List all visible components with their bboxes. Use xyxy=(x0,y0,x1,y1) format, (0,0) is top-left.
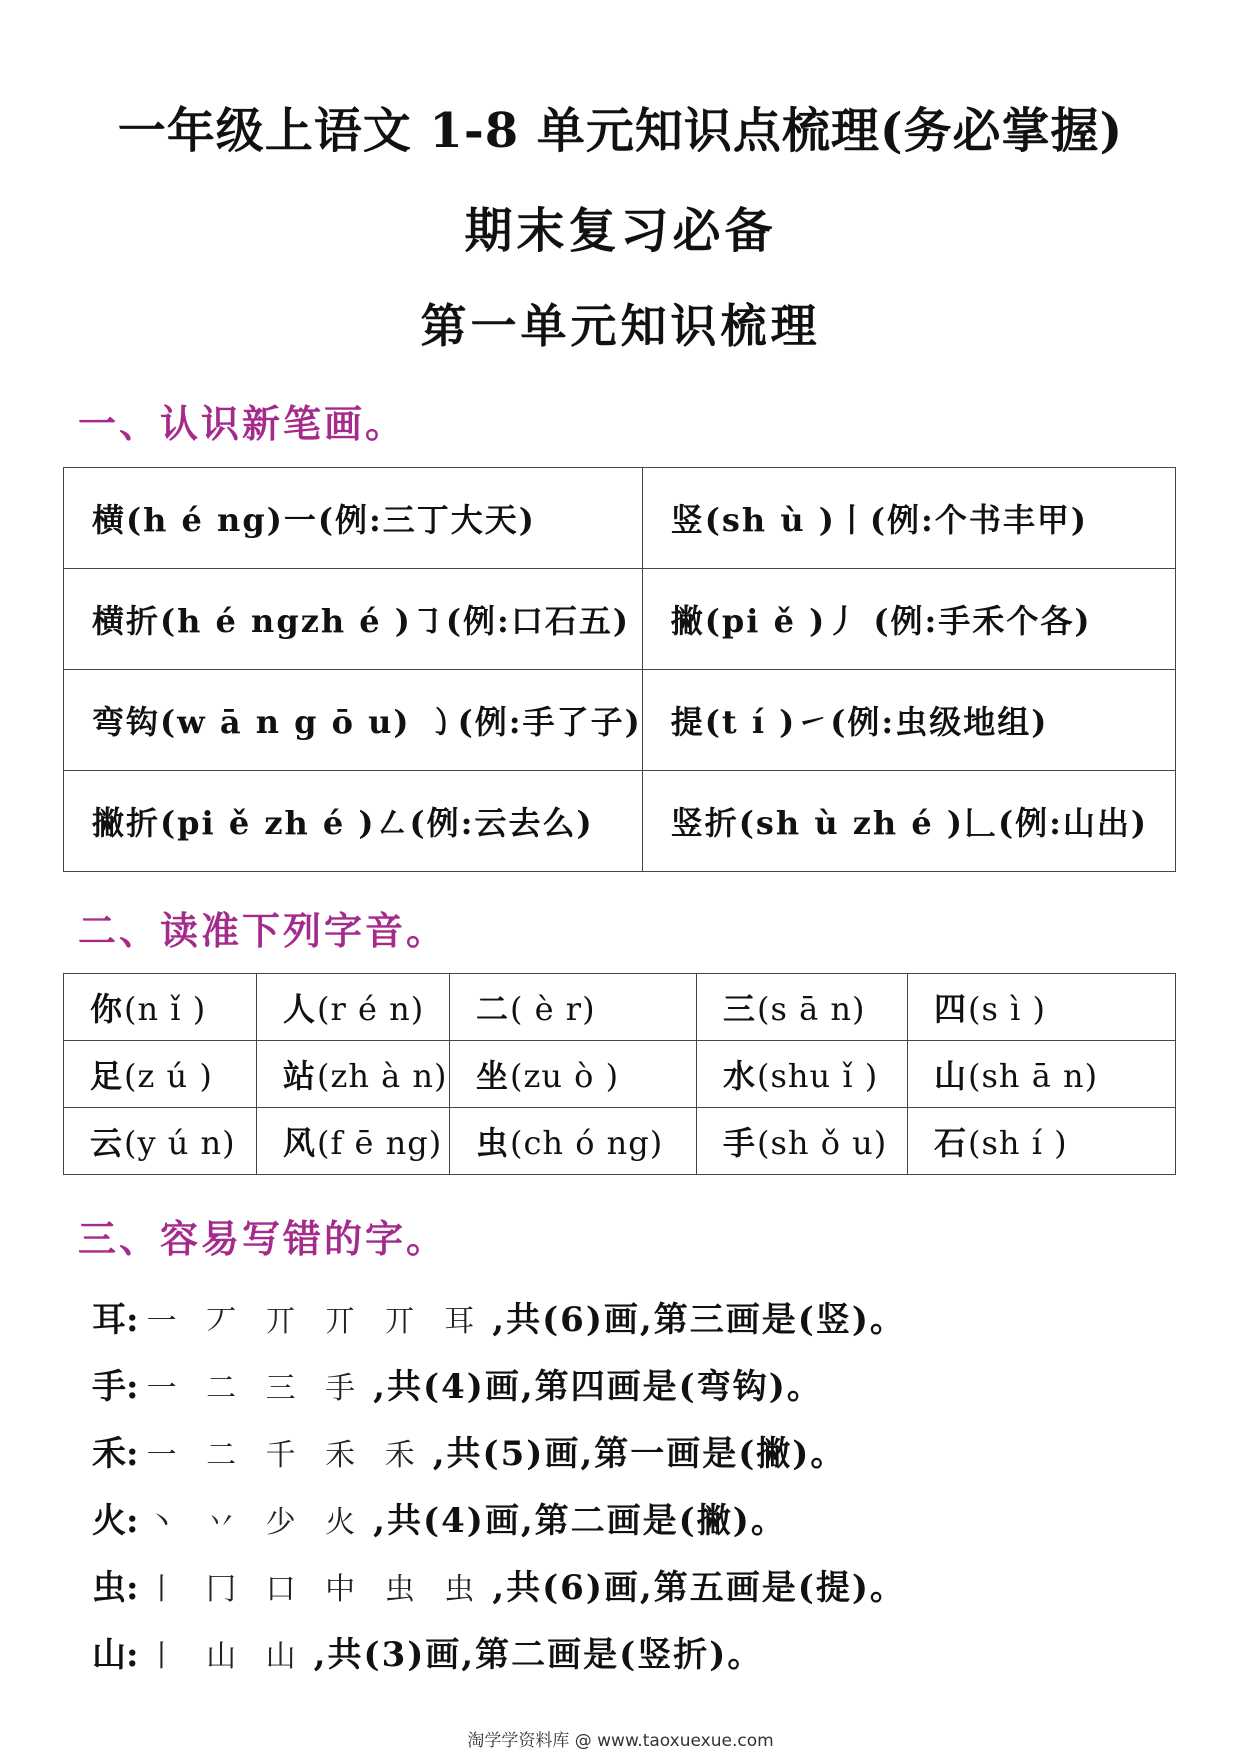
character: 虫 xyxy=(476,1124,511,1162)
pinyin-cell xyxy=(908,974,1176,1041)
mistake-line xyxy=(92,1359,823,1408)
stroke-order: 丶 丷 少 火 xyxy=(146,1505,366,1540)
table-row xyxy=(64,1108,1176,1175)
mistake-line xyxy=(92,1493,787,1542)
pinyin-cell xyxy=(257,974,450,1041)
table-row xyxy=(64,670,1176,771)
character: 三 xyxy=(723,990,758,1028)
table-row xyxy=(64,771,1176,872)
pinyin: (sh í ) xyxy=(968,1124,1068,1162)
stroke-order: 丨 山 山 xyxy=(146,1639,306,1674)
mistake-line xyxy=(92,1627,763,1676)
mistake-line xyxy=(92,1292,906,1341)
stroke-cell: 横(h é ng)一(例:三丁大天) xyxy=(64,468,643,569)
mistake-line xyxy=(92,1426,846,1475)
unit-title: 第一单元知识梳理 xyxy=(420,299,821,353)
pinyin-cell xyxy=(697,1041,908,1108)
pinyin: ( è r) xyxy=(510,990,596,1028)
character: 二 xyxy=(476,990,511,1028)
stroke-order: 一 二 千 禾 禾 xyxy=(146,1438,425,1473)
character: 山 xyxy=(934,1057,969,1095)
pinyin: (f ē ng) xyxy=(317,1124,443,1162)
table-row xyxy=(64,569,1176,670)
character: 水 xyxy=(723,1057,758,1095)
stroke-description: ,共(4)画,第四画是(弯钩)。 xyxy=(373,1367,823,1407)
pinyin-cell xyxy=(257,1108,450,1175)
character: 云 xyxy=(90,1124,125,1162)
table-row xyxy=(64,1041,1176,1108)
table-row xyxy=(64,468,1176,569)
stroke-cell: 撇(pi ě )丿 (例:手禾个各) xyxy=(642,569,1175,670)
pinyin: (ch ó ng) xyxy=(510,1124,664,1162)
target-character: 虫: xyxy=(92,1568,139,1608)
subtitle: 期末复习必备 xyxy=(464,203,777,259)
pinyin-cell xyxy=(450,974,697,1041)
stroke-cell: 竖(sh ù )丨(例:个书丰甲) xyxy=(642,468,1175,569)
stroke-cell: 横折(h é ngzh é )㇆(例:口石五) xyxy=(64,569,643,670)
pinyin: (z ú ) xyxy=(124,1057,213,1095)
pinyin: (zu ò ) xyxy=(510,1057,620,1095)
pinyin-cell xyxy=(908,1108,1176,1175)
stroke-cell: 提(t í )㇀(例:虫级地组) xyxy=(642,670,1175,771)
stroke-order: 一 丆 丌 丌 丌 耳 xyxy=(146,1304,485,1339)
stroke-table xyxy=(63,467,1176,872)
section-heading-pinyin: 二、读准下列字音。 xyxy=(78,908,448,953)
pinyin: (n ǐ ) xyxy=(124,990,207,1028)
pinyin-cell xyxy=(908,1041,1176,1108)
target-character: 山: xyxy=(92,1635,139,1675)
stroke-cell: 竖折(sh ù zh é )𠃊(例:山出) xyxy=(642,771,1175,872)
stroke-description: ,共(6)画,第五画是(提)。 xyxy=(492,1568,906,1608)
pinyin: (s ì ) xyxy=(968,990,1046,1028)
character: 手 xyxy=(723,1124,758,1162)
target-character: 耳: xyxy=(92,1300,139,1340)
stroke-description: ,共(3)画,第二画是(竖折)。 xyxy=(313,1635,764,1675)
stroke-description: ,共(6)画,第三画是(竖)。 xyxy=(492,1300,906,1340)
mistake-line xyxy=(92,1560,906,1609)
character: 足 xyxy=(90,1057,125,1095)
pinyin-cell xyxy=(64,1041,257,1108)
pinyin-cell xyxy=(64,1108,257,1175)
pinyin-cell xyxy=(64,974,257,1041)
character: 你 xyxy=(90,990,125,1028)
character: 石 xyxy=(934,1124,969,1162)
target-character: 禾: xyxy=(92,1434,139,1474)
stroke-description: ,共(4)画,第二画是(撇)。 xyxy=(373,1501,787,1541)
table-row xyxy=(64,974,1176,1041)
pinyin-cell xyxy=(450,1041,697,1108)
section-heading-strokes: 一、认识新笔画。 xyxy=(78,401,407,446)
pinyin-cell xyxy=(697,1108,908,1175)
stroke-cell: 弯钩(w ā n g ō u) ㇁(例:手了子) xyxy=(64,670,643,771)
pinyin-cell xyxy=(697,974,908,1041)
main-title: 一年级上语文 1-8 单元知识点梳理(务必掌握) xyxy=(117,103,1124,159)
stroke-description: ,共(5)画,第一画是(撇)。 xyxy=(432,1434,847,1474)
pinyin-cell xyxy=(450,1108,697,1175)
character: 站 xyxy=(283,1057,318,1095)
pinyin: (sh ā n) xyxy=(968,1057,1099,1095)
character: 四 xyxy=(934,990,969,1028)
pinyin: (sh ǒ u) xyxy=(757,1124,888,1162)
pinyin-table xyxy=(63,973,1176,1175)
stroke-order: 丨 冂 口 中 虫 虫 xyxy=(146,1572,485,1607)
character: 风 xyxy=(283,1124,318,1162)
pinyin: (s ā n) xyxy=(757,990,866,1028)
stroke-order: 一 二 三 手 xyxy=(146,1371,366,1406)
footer-watermark: 淘学学资料库 @ www.taoxuexue.com xyxy=(467,1731,774,1751)
target-character: 手: xyxy=(92,1367,139,1407)
target-character: 火: xyxy=(92,1501,139,1541)
pinyin: (r é n) xyxy=(317,990,425,1028)
character: 人 xyxy=(283,990,318,1028)
pinyin: (zh à n) xyxy=(317,1057,448,1095)
pinyin: (y ú n) xyxy=(124,1124,236,1162)
section-heading-mistakes: 三、容易写错的字。 xyxy=(78,1216,448,1261)
pinyin-cell xyxy=(257,1041,450,1108)
character: 坐 xyxy=(476,1057,511,1095)
pinyin: (shu ǐ ) xyxy=(757,1057,879,1095)
stroke-cell: 撇折(pi ě zh é )㇜(例:云去么) xyxy=(64,771,643,872)
